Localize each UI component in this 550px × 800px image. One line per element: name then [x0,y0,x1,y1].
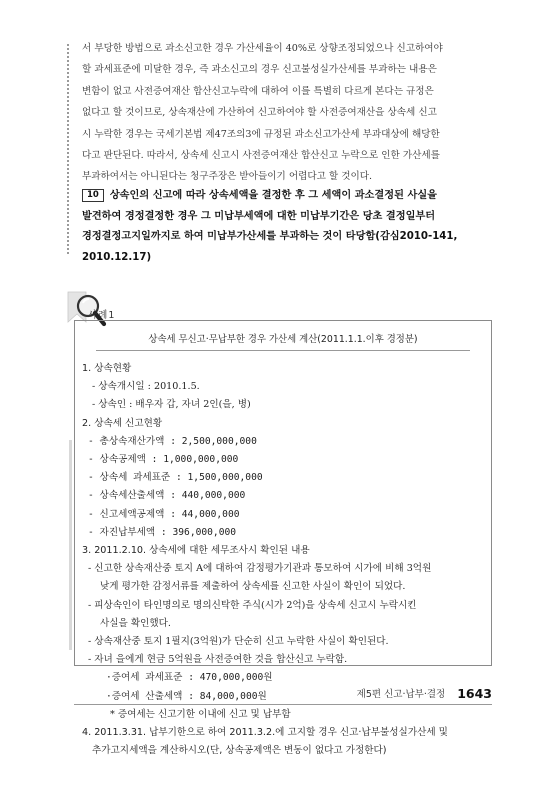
key-point-line [82,248,492,269]
case-line: 3. 2011.2.10. 상속세에 대한 세무조사시 확인된 내용 [82,545,310,557]
case-line: - 상속개시일 : 2010.1.5. [92,381,200,393]
case-line: 사실을 확인했다. [100,617,171,629]
case-line: - 상속인 : 배우자 갑, 자녀 2인(을, 병) [92,399,251,411]
key-point-line-text: 경정결정고지일까지로 하여 미납부가산세를 부과하는 것이 타당함(감심2010-141, [82,231,458,242]
key-point-line-text: 2010.12.17) [82,251,152,263]
case-line: 4. 2011.3.31. 납부기한으로 하여 2011.3.2.에 고지할 경우 신고·납부불성실가산세 및 [82,727,448,739]
case-line: - 신고한 상속재산중 토지 A에 대하여 감정평가기관과 통모하여 시가에 비해 3억원 [88,563,432,575]
intro-line: 변함이 없고 사전증여재산 합산신고누락에 대하여 이를 특별히 다르게 본다는 규정은 [82,85,434,97]
intro-line: 없다고 할 것이므로, 상속재산에 가산하여 신고하여야 할 사전증여재산을 상속세 신고 [82,107,437,119]
case-line: - 상속재산중 토지 1필지(3억원)가 단순히 신고 누락한 사실이 확인된다. [88,636,389,648]
footer-section-label: 제5편 신고·납부·결정 [356,689,446,700]
case-line: 추가고지세액을 계산하시오(단, 상속공제액은 변동이 없다고 가정한다) [92,745,387,757]
case-line: - 자녀 을에게 현금 5억원을 사전증여한 것을 합산신고 누락함. [88,654,348,666]
key-point-line-text: 상속인의 신고에 따라 상속세액을 결정한 후 그 세액이 과소결정된 사실을 [109,190,437,201]
case-line: - 상속세산출세액 : 440,000,000 [88,490,246,502]
case-line: 2. 상속세 신고현황 [82,417,163,429]
case-line: - 총상속재산가액 : 2,500,000,000 [88,435,257,447]
case-line: - 피상속인이 타인명의로 명의신탁한 주식(시가 2억)을 상속세 신고시 누락시킨 [88,599,417,611]
case-header: 사례1 [88,310,116,321]
case-line: - 자진납부세액 : 396,000,000 [88,526,237,538]
case-line: - 상속세 과세표준 : 1,500,000,000 [88,472,263,484]
intro-paragraph [82,38,490,188]
page-footer [74,682,492,705]
case-line: 1. 상속현황 [82,363,132,374]
intro-line: 서 부당한 방법으로 과소신고한 경우 가산세율이 40%로 상향조정되었으나 신고하여야 [82,43,443,54]
dotted-margin-line [67,44,69,254]
case-line: - 신고세액공제액 : 44,000,000 [88,508,240,520]
key-point-line [82,207,492,228]
case-line: 낮게 평가한 감정서류를 제출하여 상속세를 신고한 사실이 확인이 되었다. [100,581,406,593]
intro-line: 할 과세표준에 미달한 경우, 즉 과소신고의 경우 신고불성실가산세를 부과하는 내용은 [82,64,437,76]
key-point-block [82,186,492,268]
page-number: 1643 [457,685,492,701]
key-point-line [82,186,492,207]
key-point-line [82,227,492,248]
case-line: ·증여세 과세표준 : 470,000,000원 [106,672,273,684]
point-number-badge: 10 [82,189,104,202]
intro-line: 부과하여서는 아니된다는 청구주장은 받아들이기 어렵다고 할 것이다. [82,171,373,183]
page-edge-mark [69,440,72,650]
case-line: ·증여세 산출세액 : 84,000,000원 [106,690,267,702]
intro-line: 시 누락한 경우는 국세기본법 제47조의3에 규정된 과소신고가산세 부과대상에 해당한 [82,128,440,140]
title-divider [96,350,470,351]
case-line: - 상속공제액 : 1,000,000,000 [88,454,239,466]
key-point-line-text: 발견하여 경정결정한 경우 그 미납부세액에 대한 미납부기간은 당초 결정일부터 [82,210,436,222]
case-title: 상속세 무신고·무납부한 경우 가산세 계산(2011.1.1.이후 경정분) [148,334,418,345]
intro-line: 다고 판단된다. 따라서, 상속세 신고시 사전증여재산 합산신고 누락으로 인한 가산세를 [82,150,440,162]
case-line: * 증여세는 신고기한 이내에 신고 및 납부함 [110,708,291,720]
key-point-text [82,186,492,268]
